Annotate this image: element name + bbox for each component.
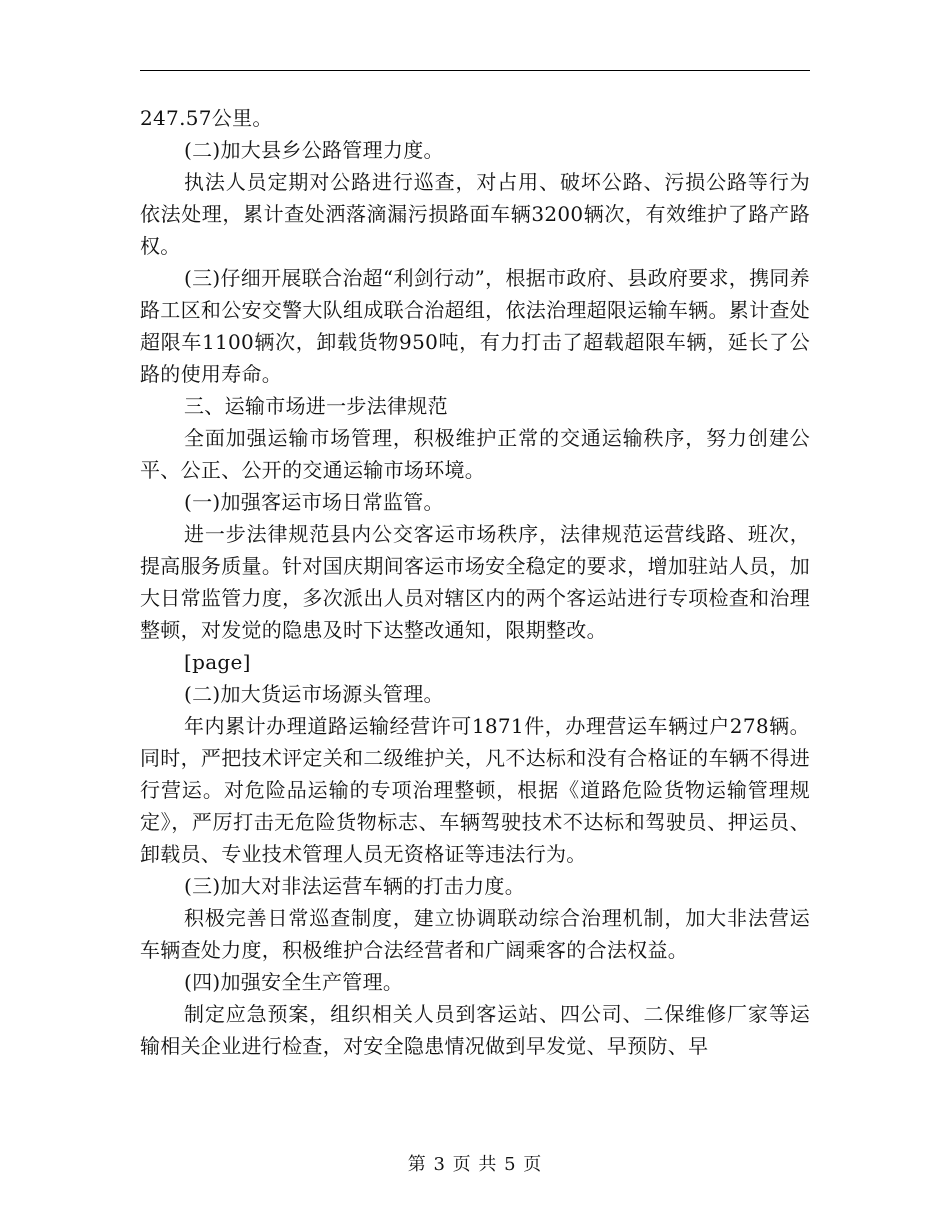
paragraph: 积极完善日常巡查制度，建立协调联动综合治理机制，加大非法营运车辆查处力度，积极维护合法经营者和广阔乘客的合法权益。 [140,906,810,962]
paragraph: 制定应急预案，组织相关人员到客运站、四公司、二保维修厂家等运输相关企业进行检查，对安全隐患情况做到早发觉、早预防、早 [140,1002,810,1058]
document-body [140,102,810,1062]
paragraph: 进一步法律规范县内公交客运市场秩序，法律规范运营线路、班次，提高服务质量。针对国庆期间客运市场安全稳定的要求，增加驻站人员，加大日常监管力度，多次派出人员对辖区内的两个客运站进行专项检查和治理整顿，对发觉的隐患及时下达整改通知，限期整改。 [140,522,810,642]
section-heading: (三)加大对非法运营车辆的打击力度。 [184,874,526,898]
section-heading: (二)加大货运市场源头管理。 [184,682,444,706]
section-heading: (一)加强客运市场日常监管。 [184,490,444,514]
page-number: 第 3 页 共 5 页 [407,1154,543,1175]
section-heading: 三、运输市场进一步法律规范 [184,394,448,418]
paragraph: 执法人员定期对公路进行巡查，对占用、破坏公路、污损公路等行为依法处理，累计查处洒落滴漏污损路面车辆3200辆次，有效维护了路产路权。 [140,170,810,258]
paragraph: 年内累计办理道路运输经营许可1871件，办理营运车辆过户278辆。同时，严把技术评定关和二级维护关，凡不达标和没有合格证的车辆不得进行营运。对危险品运输的专项治理整顿，根据《道路危险货物运输管理规定》，严厉打击无危险货物标志、车辆驾驶技术不达标和驾驶员、押运员、卸载员、专业技术管理人员无资格证等违法行为。 [140,714,810,866]
header-rule [140,70,810,71]
paragraph: 247.57公里。 [140,106,273,130]
page-marker: [page] [184,650,251,674]
section-heading: (四)加强安全生产管理。 [184,970,404,994]
paragraph: (三)仔细开展联合治超“利剑行动”，根据市政府、县政府要求，携同养路工区和公安交警大队组成联合治超组，依法治理超限运输车辆。累计查处超限车1100辆次，卸载货物950吨，有力打击了超载超限车辆，延长了公路的使用寿命。 [140,266,810,386]
section-heading: (二)加大县乡公路管理力度。 [184,138,444,162]
paragraph: 全面加强运输市场管理，积极维护正常的交通运输秩序，努力创建公平、公正、公开的交通运输市场环境。 [140,426,810,482]
